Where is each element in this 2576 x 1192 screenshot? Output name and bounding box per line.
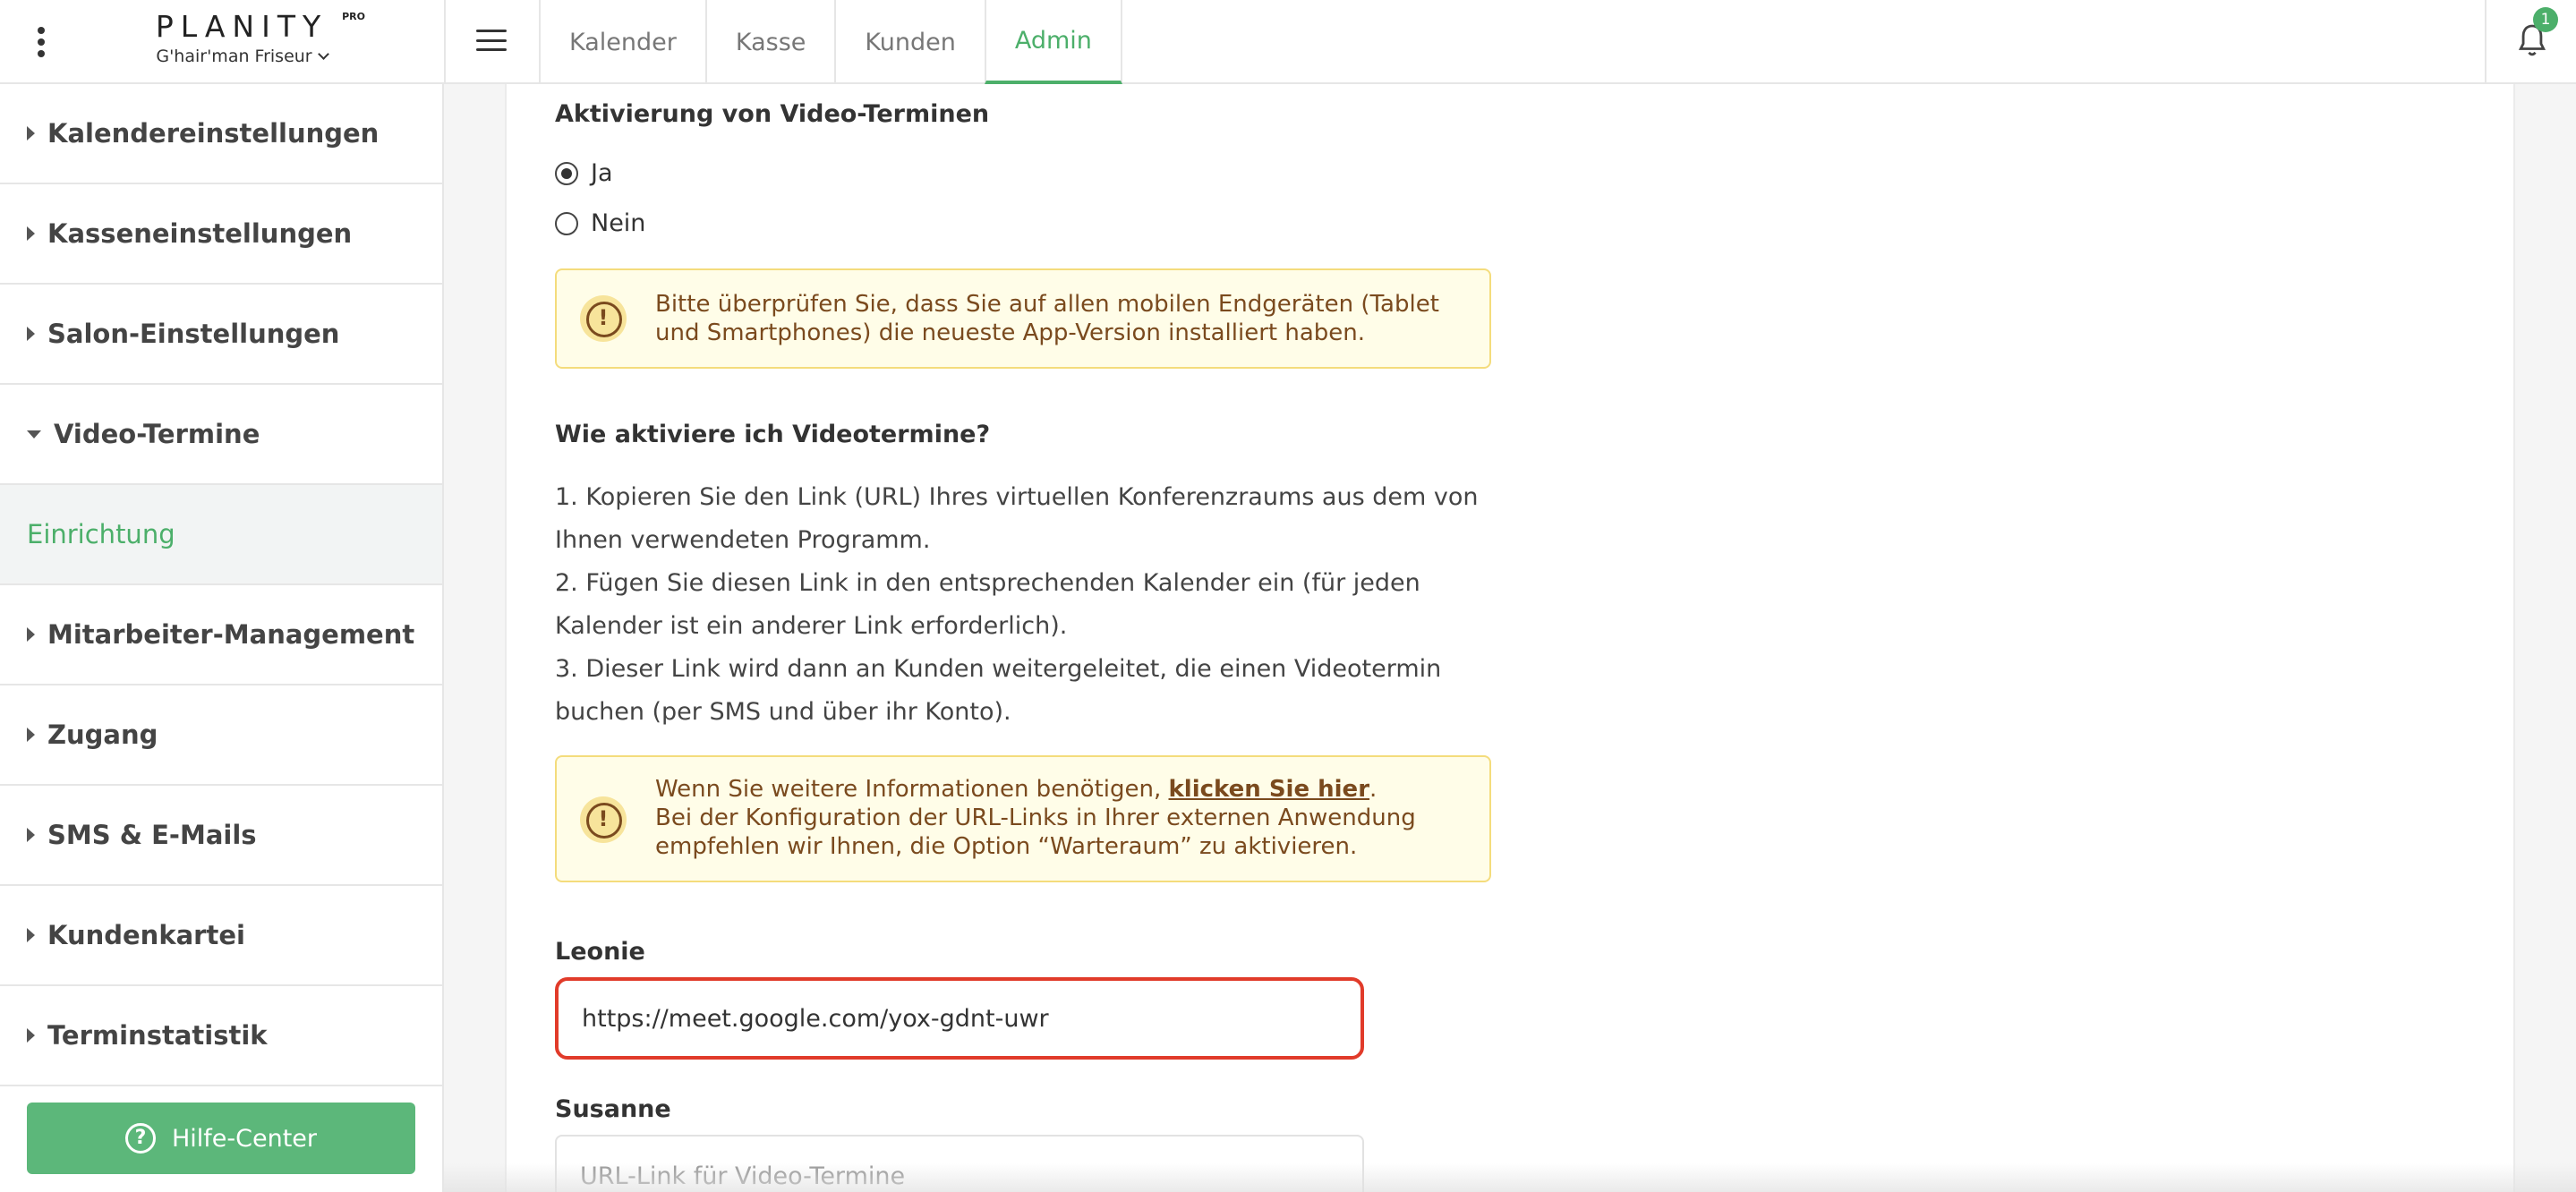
video-link-input[interactable] xyxy=(582,1005,1361,1033)
more-options-icon[interactable] xyxy=(30,23,52,61)
top-bar xyxy=(0,0,2576,84)
step-text: 2. Fügen Sie diesen Link in den entsprechenden Kalender ein (für jeden Kalender ist ein anderer Link erforderlich). xyxy=(555,569,1420,640)
alert-prefix: Wenn Sie weitere Informationen benötigen, xyxy=(655,776,1169,803)
radio-label: Ja xyxy=(591,159,613,187)
brand-logo: PLANITY xyxy=(155,9,328,44)
sidebar-item-mitarbeiter-management[interactable] xyxy=(0,585,442,685)
sidebar-item-kasseneinstellungen[interactable] xyxy=(0,184,442,285)
alert-suffix: . xyxy=(1369,776,1378,803)
field-label-susanne: Susanne xyxy=(555,1095,671,1123)
sidebar xyxy=(0,84,444,1192)
help-center-button[interactable] xyxy=(27,1103,415,1174)
tab-kasse[interactable]: Kasse xyxy=(705,0,835,84)
divider xyxy=(444,0,446,84)
sidebar-item-kundenkartei[interactable] xyxy=(0,886,442,986)
sidebar-item-label: Kundenkartei xyxy=(47,920,245,950)
info-alert xyxy=(555,755,1491,882)
menu-icon[interactable] xyxy=(476,27,507,54)
tab-admin[interactable]: Admin xyxy=(985,0,1122,84)
sidebar-item-video-termine[interactable] xyxy=(0,385,442,485)
main-tabs xyxy=(539,0,1122,84)
sidebar-item-label: Salon-Einstellungen xyxy=(47,319,340,349)
radio-option-ja[interactable] xyxy=(555,159,613,187)
caret-right-icon xyxy=(27,126,35,140)
radio-option-nein[interactable] xyxy=(555,209,645,237)
notification-badge: 1 xyxy=(2533,7,2558,32)
chevron-down-icon xyxy=(318,48,329,60)
video-link-field-susanne[interactable] xyxy=(555,1135,1364,1192)
help-center-label: Hilfe-Center xyxy=(171,1124,318,1153)
help-icon: ? xyxy=(125,1123,156,1154)
field-label-leonie: Leonie xyxy=(555,938,645,966)
sidebar-item-label: Terminstatistik xyxy=(47,1020,268,1051)
brand-pro-tag: PRO xyxy=(342,11,365,22)
app-version-alert xyxy=(555,268,1491,369)
tab-kunden[interactable]: Kunden xyxy=(834,0,984,84)
sidebar-item-label: Mitarbeiter-Management xyxy=(47,619,415,650)
warning-icon xyxy=(580,796,627,843)
main-content xyxy=(505,84,2515,1192)
sidebar-item-label: Kasseneinstellungen xyxy=(47,218,353,249)
sidebar-item-terminstatistik[interactable] xyxy=(0,986,442,1086)
sidebar-item-kalendereinstellungen[interactable] xyxy=(0,84,442,184)
radio-label: Nein xyxy=(591,209,646,237)
radio-button[interactable] xyxy=(555,212,578,235)
howto-steps xyxy=(555,476,1522,734)
tab-kalender[interactable]: Kalender xyxy=(539,0,705,84)
sidebar-item-sms-emails[interactable] xyxy=(0,786,442,886)
caret-down-icon xyxy=(27,430,41,438)
caret-right-icon xyxy=(27,1028,35,1043)
video-link-field-leonie[interactable] xyxy=(555,977,1364,1060)
caret-right-icon xyxy=(27,828,35,842)
salon-selector[interactable] xyxy=(107,47,376,66)
divider xyxy=(2485,0,2486,84)
sidebar-item-label: Zugang xyxy=(47,719,158,750)
caret-right-icon xyxy=(27,226,35,241)
brand xyxy=(107,7,376,79)
caret-right-icon xyxy=(27,627,35,642)
caret-right-icon xyxy=(27,728,35,742)
video-link-input[interactable] xyxy=(580,1162,1362,1190)
caret-right-icon xyxy=(27,928,35,942)
alert-text xyxy=(655,775,1471,861)
activation-title: Aktivierung von Video-Terminen xyxy=(555,100,990,128)
caret-right-icon xyxy=(27,327,35,341)
step-text: 1. Kopieren Sie den Link (URL) Ihres virtuellen Konferenzraums aus dem von Ihnen verwendeten Programm. xyxy=(555,483,1479,554)
sidebar-item-salon-einstellungen[interactable] xyxy=(0,285,442,385)
sidebar-item-label: Video-Termine xyxy=(54,419,260,449)
sidebar-item-label: SMS & E-Mails xyxy=(47,820,257,850)
alert-text: Bitte überprüfen Sie, dass Sie auf allen mobilen Endgeräten (Tablet und Smartphones) die neueste App-Version installiert haben. xyxy=(655,291,1439,346)
warning-icon xyxy=(580,295,627,342)
radio-button[interactable] xyxy=(555,162,578,185)
sidebar-subitem-einrichtung[interactable]: Einrichtung xyxy=(0,485,442,585)
alert-line2: Bei der Konfiguration der URL-Links in Ihrer externen Anwendung empfehlen wir Ihnen, die Option “Warteraum” zu aktivieren. xyxy=(655,805,1416,860)
sidebar-item-label: Kalendereinstellungen xyxy=(47,118,380,149)
more-info-link[interactable]: klicken Sie hier xyxy=(1168,776,1370,803)
salon-name: G'hair'man Friseur xyxy=(156,47,312,66)
howto-title: Wie aktiviere ich Videotermine? xyxy=(555,421,991,448)
sidebar-item-zugang[interactable] xyxy=(0,685,442,786)
step-text: 3. Dieser Link wird dann an Kunden weitergeleitet, die einen Videotermin buchen (per SMS und über ihr Konto). xyxy=(555,655,1442,726)
